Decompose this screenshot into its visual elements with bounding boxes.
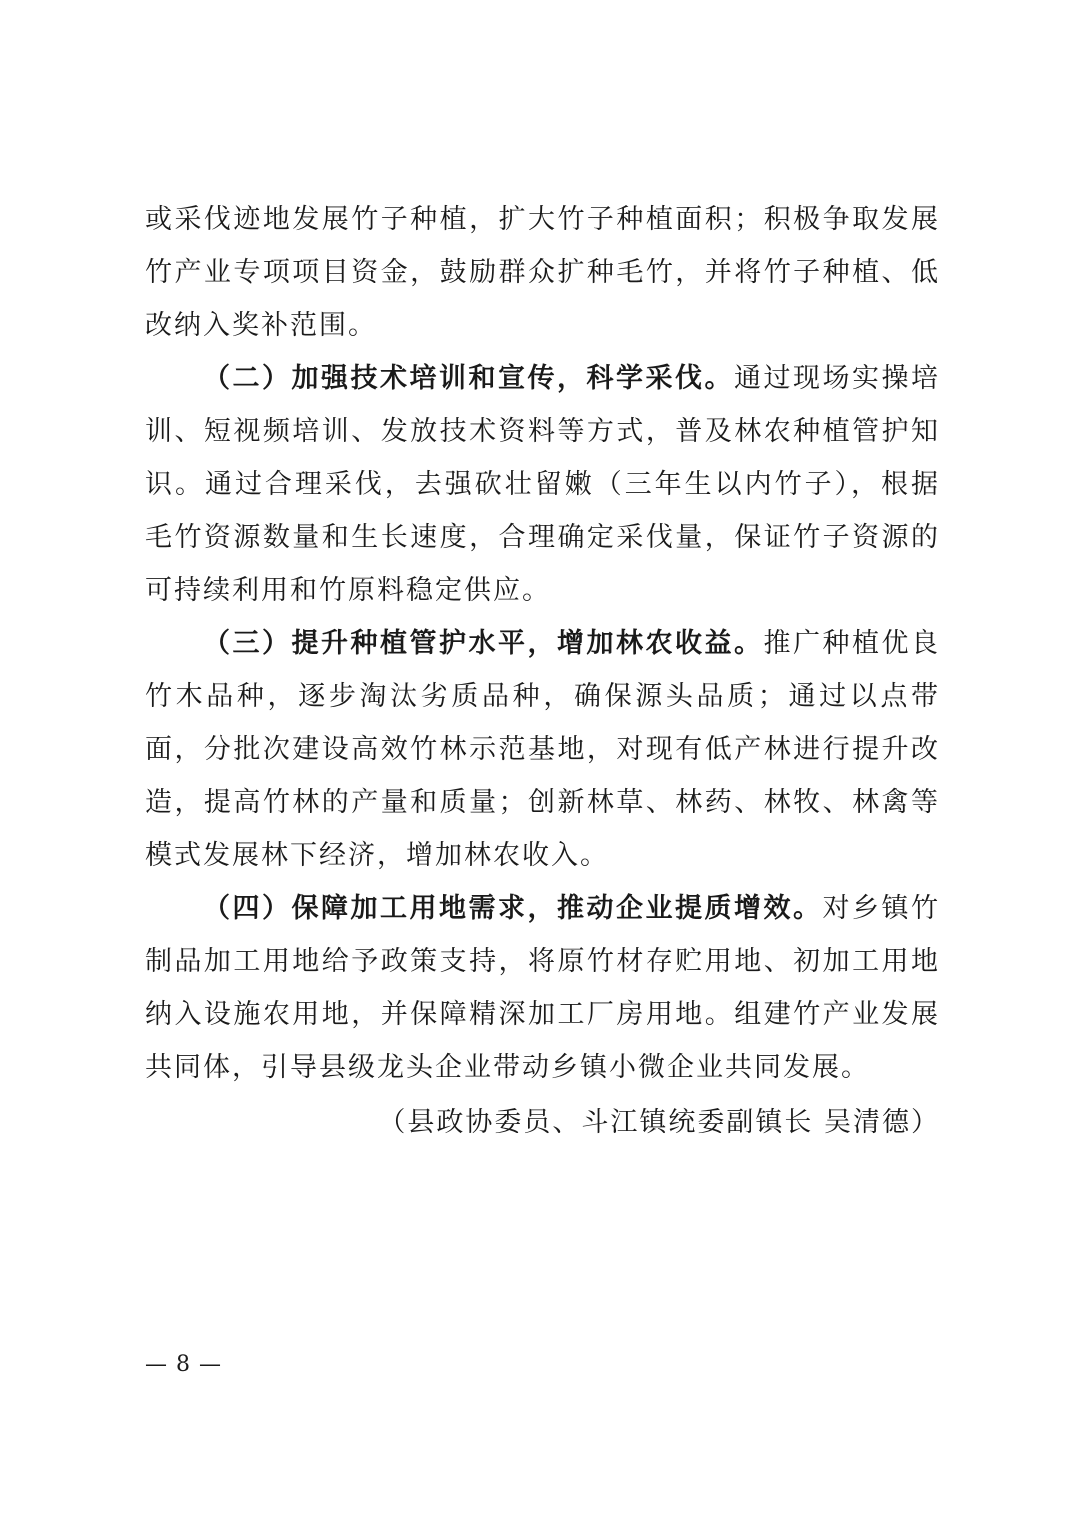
document-body <box>145 193 940 1094</box>
section-paragraph-2 <box>145 352 940 617</box>
section-paragraph-3 <box>145 617 940 882</box>
section-heading-2: （二）加强技术培训和宣传，科学采伐。 <box>203 363 734 394</box>
author-signature: （县政协委员、斗江镇统委副镇长 吴清德） <box>378 1107 940 1138</box>
section-paragraph-4 <box>145 882 940 1094</box>
section-text-3: 推广种植优良竹木品种，逐步淘汰劣质品种，确保源头品质；通过以点带面，分批次建设高效竹林示范基地，对现有低产林进行提升改造，提高竹林的产量和质量；创新林草、林药、林牧、林禽等模式发展林下经济，增加林农收入。 <box>145 628 940 871</box>
page-number: — 8 — <box>145 1352 222 1377</box>
section-text-2: 通过现场实操培训、短视频培训、发放技术资料等方式，普及林农种植管护知识。通过合理采伐，去强砍壮留嫩（三年生以内竹子），根据毛竹资源数量和生长速度，合理确定采伐量，保证竹子资源的可持续利用和竹原料稳定供应。 <box>145 363 940 606</box>
continued-paragraph: 或采伐迹地发展竹子种植，扩大竹子种植面积；积极争取发展竹产业专项项目资金，鼓励群众扩种毛竹，并将竹子种植、低改纳入奖补范围。 <box>145 204 940 341</box>
section-heading-3: （三）提升种植管护水平，增加林农收益。 <box>203 628 764 659</box>
section-heading-4: （四）保障加工用地需求，推动企业提质增效。 <box>203 893 823 924</box>
section-text-4: 对乡镇竹制品加工用地给予政策支持，将原竹材存贮用地、初加工用地纳入设施农用地，并保障精深加工厂房用地。组建竹产业发展共同体，引导县级龙头企业带动乡镇小微企业共同发展。 <box>145 893 940 1083</box>
